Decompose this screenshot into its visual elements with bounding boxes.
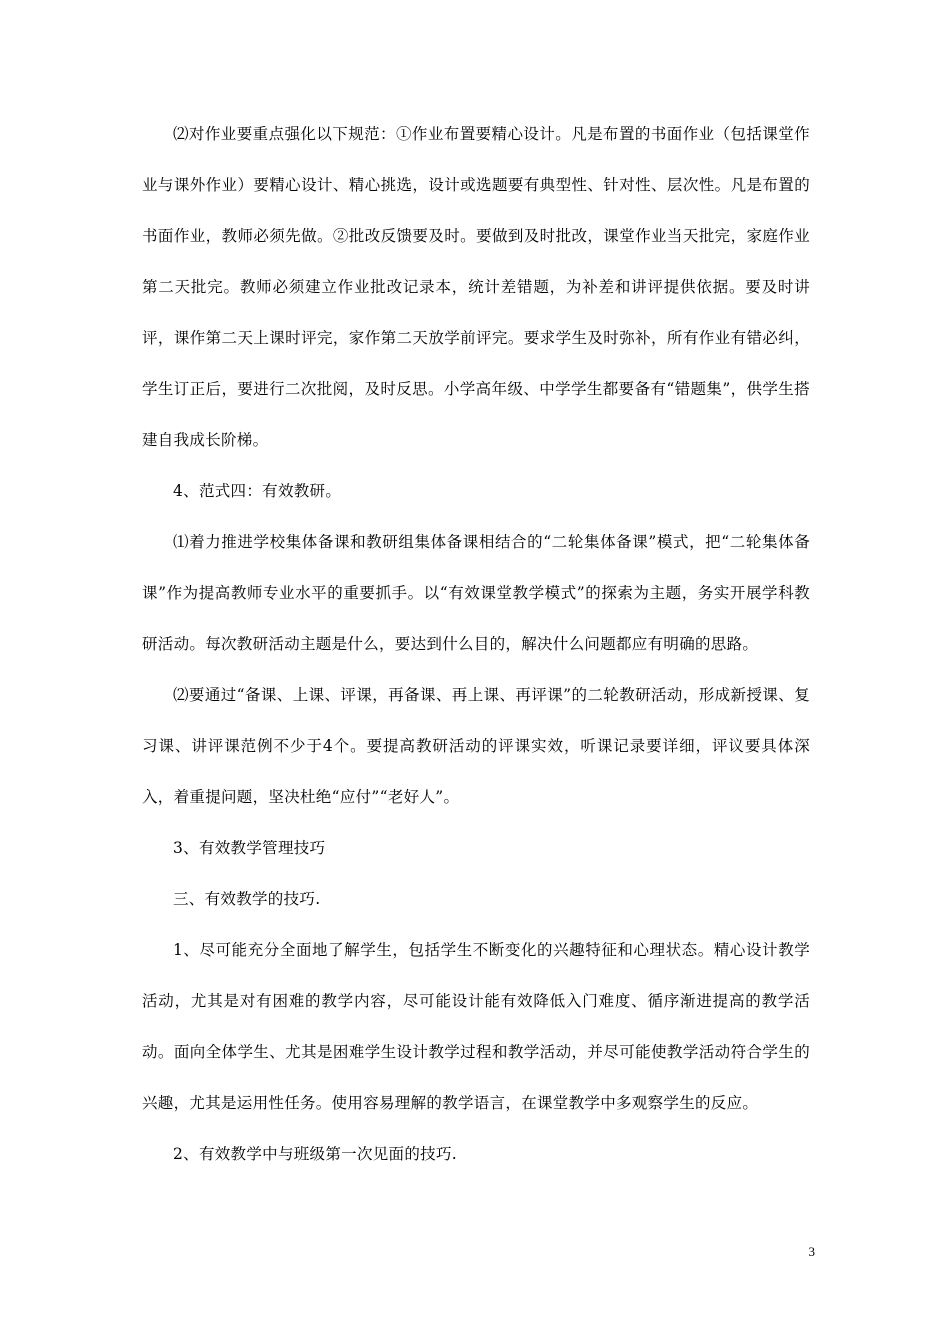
paragraph-homework-norms: ⑵对作业要重点强化以下规范：①作业布置要精心设计。凡是布置的书面作业（包括课堂作业与课外作业）要精心设计、精心挑选，设计或选题要有典型性、针对性、层次性。凡是布置的书面作业，教师必须先做。②批改反馈要及时。要做到及时批改，课堂作业当天批完，家庭作业第二天批完。教师必须建立作业批改记录本，统计差错题，为补差和讲评提供依据。要及时讲评，课作第二天上课时评完，家作第二天放学前评完。要求学生及时弥补，所有作业有错必纠，学生订正后，要进行二次批阅，及时反思。小学高年级、中学学生都要备有“错题集”，供学生搭建自我成长阶梯。 [142,125,810,449]
paragraph-understand-students: 1、尽可能充分全面地了解学生，包括学生不断变化的兴趣特征和心理状态。精心设计教学活动，尤其是对有困难的教学内容，尽可能设计能有效降低入门难度、循序渐进提高的教学活动。面向全体学生、尤其是困难学生设计教学过程和教学活动，并尽可能使教学活动符合学生的兴趣，尤其是运用性任务。使用容易理解的教学语言，在课堂教学中多观察学生的反应。 [142,941,810,1112]
document-body [142,109,810,1180]
paragraph-first-meeting: 2、有效教学中与班级第一次见面的技巧. [173,1145,457,1163]
paragraph-two-round-research: ⑵要通过“备课、上课、评课，再备课、再上课、再评课”的二轮教研活动，形成新授课、复习课、讲评课范例不少于4个。要提高教研活动的评课实效，听课记录要详细，评议要具体深入，着重提问题，坚决杜绝“应付”“老好人”。 [142,686,810,806]
paragraph-collective-lesson-prep: ⑴着力推进学校集体备课和教研组集体备课相结合的“二轮集体备课”模式，把“二轮集体备课”作为提高教师专业水平的重要抓手。以“有效课堂教学模式”的探索为主题，务实开展学科教研活动。每次教研活动主题是什么，要达到什么目的，解决什么问题都应有明确的思路。 [142,533,810,653]
page-number: 3 [808,1244,815,1259]
paragraph-heading-paradigm-four: 4、范式四：有效教研。 [173,482,342,500]
paragraph-heading-management-skills: 3、有效教学管理技巧 [173,839,326,857]
paragraph-heading-section-three: 三、有效教学的技巧. [173,890,321,908]
